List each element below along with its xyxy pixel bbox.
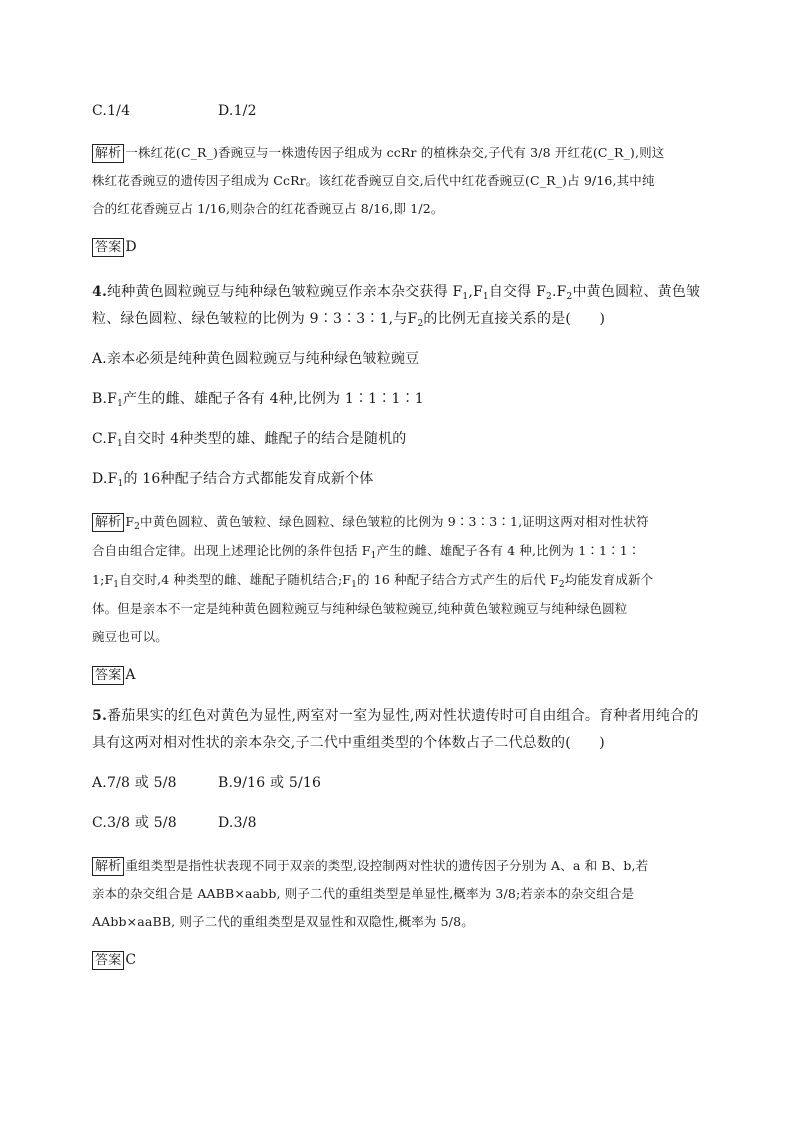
explanation-tag: 解析 [92,144,124,163]
q4-option-c: $C.F_1$自交时 4种类型的雄、雌配子的结合是随机的 [92,431,407,449]
q3-explanation-line-1: 解析 一株红花(C_R_)香豌豆与一株遗传因子组成为 ccRr 的植株杂交,子代有 3/8 开红花(C_R_),则这 [92,143,664,163]
q5-options-ab [92,773,322,793]
q4-explanation-line-3: $1;F_1$自交时,4 种类型的雌、雄配子随机结合$;F_1$的 16 种配子结合方式产生的后代 $F_2$均能发育成新个 [92,572,654,590]
q4-stem-line-2: 粒、绿色圆粒、绿色皱粒的比例为 9∶3∶3∶1,与$F_2$的比例无直接关系的是( ) [92,311,606,329]
q5-option-a: A.7/8 或 5/8 [92,775,177,791]
q3-options-cd [92,101,257,121]
q5-number: 5. [92,708,108,724]
q4-answer-value: A [125,667,136,683]
q4-explanation-line-4: 体。但是亲本不一定是纯种黄色圆粒豌豆与纯种绿色皱粒豌豆,纯种黄色皱粒豌豆与纯种绿色圆粒 [92,601,628,616]
q5-option-b: B.9/16 或 5/16 [218,775,322,791]
answer-tag: 答案 [92,238,124,257]
q3-explanation-line-2: 株红花香豌豆的遗传因子组成为 CcRr。该红花香豌豆自交,后代中红花香豌豆(C_R_)占 9/16,其中纯 [92,173,655,188]
q3-option-c: C.1/4 [92,103,131,119]
q4-explanation-line-2: 合自由组合定律。出现上述理论比例的条件包括 $F_1$产生的雌、雄配子各有 4 种,比例为 1∶1∶1∶ [92,543,641,561]
q3-answer [92,237,137,257]
answer-tag: 答案 [92,951,124,970]
q5-option-c: C.3/8 或 5/8 [92,815,177,831]
q4-explanation-line-5: 豌豆也可以。 [92,629,168,644]
q5-stem-line-2: 具有这两对相对性状的亲本杂交,子二代中重组类型的个体数占子二代总数的( ) [92,735,605,751]
q5-answer [92,950,136,970]
q5-answer-value: C [125,952,137,968]
q4-answer [92,665,136,685]
q5-option-d: D.3/8 [218,815,257,831]
explanation-tag: 解析 [92,857,124,876]
explanation-tag: 解析 [92,513,124,532]
answer-tag: 答案 [92,666,124,685]
q3-explanation-line-3: 合的红花香豌豆占 1/16,则杂合的红花香豌豆占 8/16,即 1/2。 [92,201,444,216]
q4-option-a: A.亲本必须是纯种黄色圆粒豌豆与纯种绿色皱粒豌豆 [92,351,420,367]
q3-option-d: D.1/2 [218,103,257,119]
q4-stem-line-1: 4.纯种黄色圆粒豌豆与纯种绿色皱粒豌豆作亲本杂交获得 $F_1,F_1$自交得 $F_2.F_2$中黄色圆粒、黄色皱 [92,284,701,302]
q3-answer-value: D [125,239,137,255]
q5-explanation-line-3: AAbb×aaBB, 则子二代的重组类型是双显性和双隐性,概率为 5/8。 [92,914,474,929]
q4-number: 4. [92,284,108,300]
q5-options-cd [92,813,257,833]
q5-stem-line-1: 5.番茄果实的红色对黄色为显性,两室对一室为显性,两对性状遗传时可自由组合。育种者用纯合的 [92,708,699,724]
q4-option-b: $B.F_1$产生的雌、雄配子各有 4种,比例为 1∶1∶1∶1 [92,391,424,409]
q4-option-d: $D.F_1$的 16种配子结合方式都能发育成新个体 [92,471,374,489]
q5-explanation-line-1: 解析 重组类型是指性状表现不同于双亲的类型,设控制两对性状的遗传因子分别为 A、a 和 B、b,若 [92,856,648,876]
q4-explanation-line-1: 解析 $F_2$中黄色圆粒、黄色皱粒、绿色圆粒、绿色皱粒的比例为 9∶3∶3∶1,证明这两对相对性状符 [92,512,649,532]
q5-explanation-line-2: 亲本的杂交组合是 AABB×aabb, 则子二代的重组类型是单显性,概率为 3/8;若亲本的杂交组合是 [92,886,635,901]
